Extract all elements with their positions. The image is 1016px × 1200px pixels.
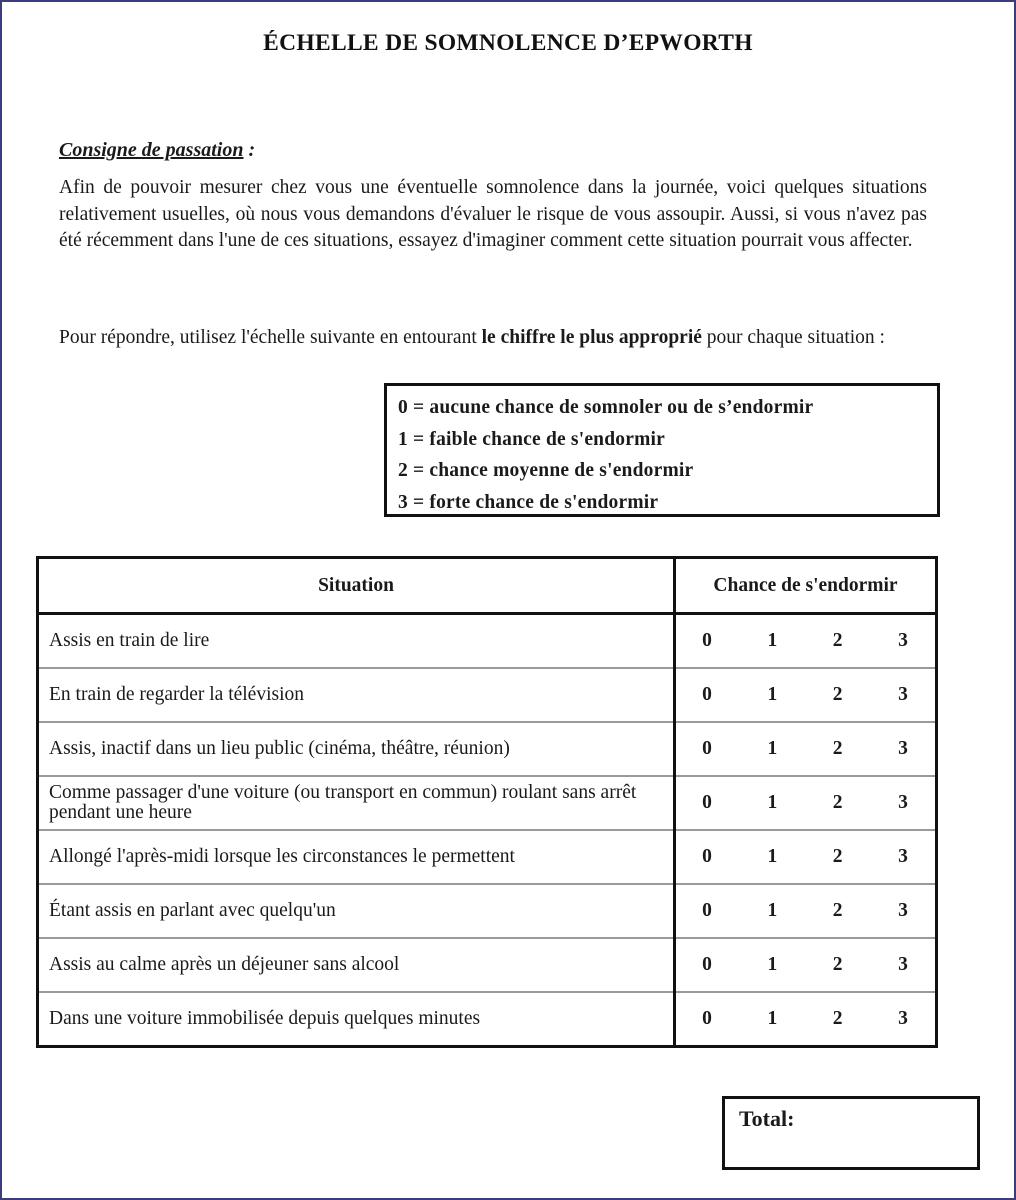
score-option-3[interactable]: 3: [898, 954, 908, 975]
table-row: [38, 938, 937, 992]
score-option-0[interactable]: 0: [702, 954, 712, 975]
situation-cell: Assis au calme après un déjeuner sans alcool: [38, 938, 675, 992]
score-option-0[interactable]: 0: [702, 630, 712, 651]
instructions-heading: [59, 139, 255, 162]
situation-cell: Étant assis en parlant avec quelqu'un: [38, 884, 675, 938]
score-option-3[interactable]: 3: [898, 738, 908, 759]
header-situation: Situation: [38, 558, 675, 614]
score-option-2[interactable]: 2: [832, 846, 843, 867]
score-options-cell: [675, 992, 937, 1047]
score-options-cell: [675, 668, 937, 722]
score-option-1[interactable]: 1: [767, 684, 778, 705]
instructions-heading-colon: :: [243, 139, 256, 161]
table-body: [38, 614, 937, 1047]
score-option-1[interactable]: 1: [767, 630, 778, 651]
score-option-0[interactable]: 0: [702, 792, 712, 813]
scale-legend-box: [384, 383, 940, 517]
score-options-cell: [675, 938, 937, 992]
score-options-cell: [675, 884, 937, 938]
table-row: [38, 884, 937, 938]
score-option-3[interactable]: 3: [898, 1008, 908, 1029]
score-option-3[interactable]: 3: [898, 846, 908, 867]
score-options: [676, 954, 935, 976]
score-option-3[interactable]: 3: [898, 684, 908, 705]
score-options: [676, 900, 935, 922]
score-option-1[interactable]: 1: [767, 738, 778, 759]
situation-cell: En train de regarder la télévision: [38, 668, 675, 722]
score-option-0[interactable]: 0: [702, 846, 712, 867]
header-chance: Chance de s'endormir: [675, 558, 937, 614]
table-row: [38, 668, 937, 722]
document-title: ÉCHELLE DE SOMNOLENCE D’EPWORTH: [263, 30, 753, 56]
total-box[interactable]: [722, 1096, 980, 1170]
score-option-3[interactable]: 3: [898, 630, 908, 651]
score-options: [676, 738, 935, 760]
table-row: [38, 830, 937, 884]
score-option-1[interactable]: 1: [767, 846, 778, 867]
instructions-heading-text: Consigne de passation: [59, 139, 244, 161]
score-option-1[interactable]: 1: [767, 792, 778, 813]
table-row: [38, 722, 937, 776]
score-options-cell: [675, 722, 937, 776]
score-option-2[interactable]: 2: [832, 684, 843, 705]
response-instructions-start: Pour répondre, utilisez l'échelle suivante en entourant: [59, 327, 482, 348]
scale-legend-item-0: 0 = aucune chance de somnoler ou de s’endormir: [398, 397, 814, 418]
score-options: [676, 792, 935, 814]
situation-cell: Comme passager d'une voiture (ou transport en commun) roulant sans arrêt pendant une heure: [38, 776, 675, 830]
score-option-0[interactable]: 0: [702, 684, 712, 705]
score-option-2[interactable]: 2: [832, 900, 843, 921]
instructions-paragraph: Afin de pouvoir mesurer chez vous une éventuelle somnolence dans la journée, voici quelques situations relativement usuelles, où nous vous demandons d'évaluer le risque de vous assoupir. Aussi, si vous n'avez pas été récemment dans l'une de ces situations, essayez d'imaginer comment cette situation pourrait vous affecter.: [59, 177, 927, 251]
score-option-3[interactable]: 3: [898, 900, 908, 921]
score-option-2[interactable]: 2: [832, 630, 843, 651]
response-instructions-end: pour chaque situation :: [701, 327, 885, 348]
response-instructions-emphasis: le chiffre le plus approprié: [481, 327, 702, 348]
scale-legend-item-1: 1 = faible chance de s'endormir: [398, 428, 665, 450]
score-option-1[interactable]: 1: [767, 954, 778, 975]
score-option-3[interactable]: 3: [898, 792, 908, 813]
score-option-0[interactable]: 0: [702, 738, 712, 759]
table-row: [38, 992, 937, 1047]
situation-cell: Assis, inactif dans un lieu public (cinéma, théâtre, réunion): [38, 722, 675, 776]
scale-legend-item-2: 2 = chance moyenne de s'endormir: [398, 460, 694, 481]
total-label: Total:: [739, 1106, 795, 1131]
response-instructions: [59, 325, 939, 351]
score-options: [676, 1008, 935, 1030]
table-row: [38, 776, 937, 830]
score-options: [676, 846, 935, 868]
score-options-cell: [675, 614, 937, 669]
score-option-2[interactable]: 2: [832, 738, 843, 759]
scale-legend-item-3: 3 = forte chance de s'endormir: [398, 491, 659, 513]
situations-table: [36, 556, 938, 1048]
scale-legend-list: [387, 386, 937, 518]
score-options: [676, 684, 935, 706]
score-option-0[interactable]: 0: [702, 900, 712, 921]
score-option-0[interactable]: 0: [702, 1008, 712, 1029]
score-option-2[interactable]: 2: [832, 954, 843, 975]
score-options-cell: [675, 830, 937, 884]
score-options-cell: [675, 776, 937, 830]
table-header-row: [38, 558, 937, 614]
score-option-2[interactable]: 2: [832, 792, 843, 813]
situation-cell: Dans une voiture immobilisée depuis quelques minutes: [38, 992, 675, 1047]
score-options: [676, 630, 935, 652]
table-row: [38, 614, 937, 669]
situation-cell: Allongé l'après-midi lorsque les circonstances le permettent: [38, 830, 675, 884]
score-option-1[interactable]: 1: [767, 900, 778, 921]
score-option-1[interactable]: 1: [767, 1008, 778, 1029]
situation-cell: Assis en train de lire: [38, 614, 675, 669]
score-option-2[interactable]: 2: [832, 1008, 843, 1029]
